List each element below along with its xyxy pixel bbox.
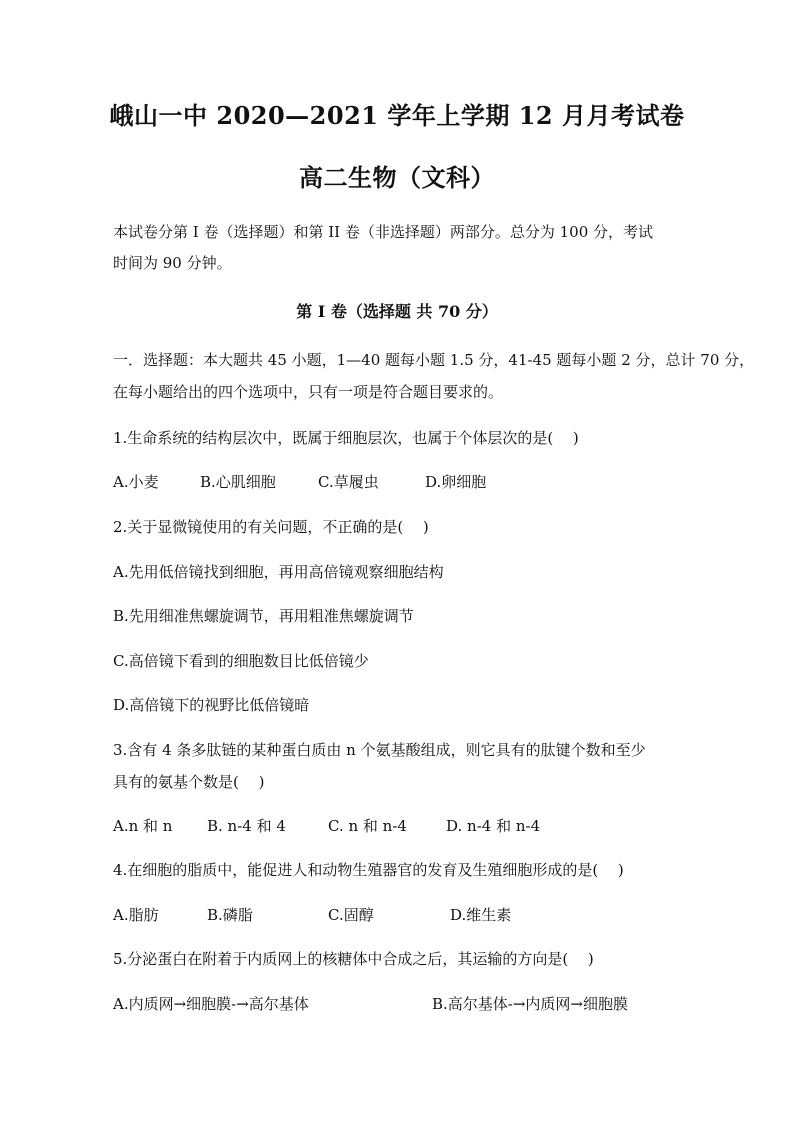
q3-option-b: B. n-4 和 4 [207, 817, 286, 835]
q3-option-a: A.n 和 n [113, 817, 173, 835]
q5-option-a: A.内质网→细胞膜-→高尔基体 [113, 995, 309, 1013]
question-2-stem: 2.关于显微镜使用的有关问题，不正确的是( ) [113, 518, 429, 536]
instruction-line-2: 在每小题给出的四个选项中，只有一项是符合题目要求的。 [113, 383, 504, 401]
section-heading: 第 I 卷（选择题 共 70 分） [296, 302, 498, 321]
intro-line-1: 本试卷分第 I 卷（选择题）和第 II 卷（非选择题）两部分。总分为 100 分，考试 [113, 223, 654, 241]
q4-option-a: A.脂肪 [113, 906, 159, 924]
q4-option-b: B.磷脂 [207, 906, 253, 924]
q1-option-a: A.小麦 [113, 473, 159, 491]
instruction-line-1: 一．选择题：本大题共 45 小题，1—40 题每小题 1.5 分，41-45 题每小题 2 分，总计 70 分， [113, 351, 755, 369]
q3-option-c: C. n 和 n-4 [328, 817, 407, 835]
q3-option-d: D. n-4 和 n-4 [446, 817, 541, 835]
q2-option-c: C.高倍镜下看到的细胞数目比低倍镜少 [113, 652, 369, 670]
exam-title: 峨山一中 2020—2021 学年上学期 12 月月考试卷 [109, 101, 685, 130]
q1-option-c: C.草履虫 [318, 473, 379, 491]
question-4-stem: 4.在细胞的脂质中，能促进人和动物生殖器官的发育及生殖细胞形成的是( ) [113, 861, 624, 879]
q1-option-d: D.卵细胞 [425, 473, 487, 491]
intro-line-2: 时间为 90 分钟。 [113, 254, 232, 272]
q1-option-b: B.心肌细胞 [200, 473, 276, 491]
q2-option-b: B.先用细准焦螺旋调节，再用粗准焦螺旋调节 [113, 607, 414, 625]
question-3-stem-line-1: 3.含有 4 条多肽链的某种蛋白质由 n 个氨基酸组成，则它具有的肽键个数和至少 [113, 741, 646, 759]
question-5-stem: 5.分泌蛋白在附着于内质网上的核糖体中合成之后，其运输的方向是( ) [113, 950, 594, 968]
q4-option-d: D.维生素 [450, 906, 512, 924]
q2-option-a: A.先用低倍镜找到细胞，再用高倍镜观察细胞结构 [113, 563, 444, 581]
exam-subtitle: 高二生物（文科） [299, 163, 495, 192]
question-3-stem-line-2: 具有的氨基个数是( ) [113, 773, 265, 791]
q2-option-d: D.高倍镜下的视野比低倍镜暗 [113, 696, 310, 714]
q5-option-b: B.高尔基体-→内质网→细胞膜 [432, 995, 628, 1013]
question-1-stem: 1.生命系统的结构层次中，既属于细胞层次，也属于个体层次的是( ) [113, 429, 579, 447]
q4-option-c: C.固醇 [328, 906, 374, 924]
